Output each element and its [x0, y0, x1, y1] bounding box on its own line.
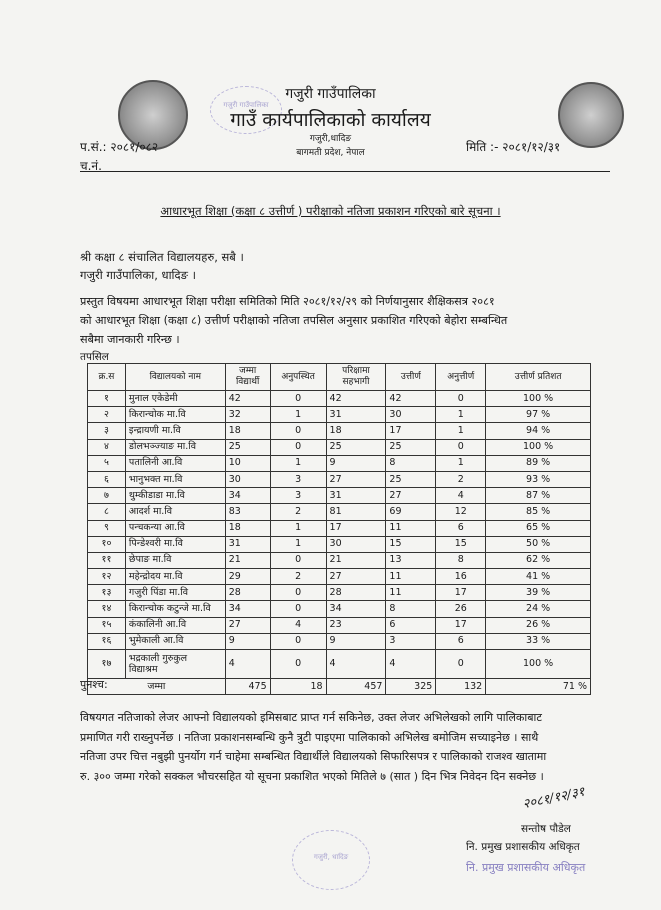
- signatory-name: सन्तोष पौडेल: [521, 823, 571, 835]
- cell-total: 27: [225, 617, 270, 633]
- table-row: [88, 536, 591, 552]
- cell-school: किरान्चोक कटुन्जे मा.वि: [125, 601, 225, 617]
- header-passed: उत्तीर्ण: [386, 364, 436, 391]
- cell-appeared: 81: [326, 504, 386, 520]
- cell-absent: 0: [270, 585, 326, 601]
- table-row: [88, 520, 591, 536]
- cell-school: आदर्श मा.वि: [125, 504, 225, 520]
- reference-number: प.सं.: २०८१/०८२: [80, 140, 159, 154]
- cell-appeared: 34: [326, 601, 386, 617]
- cell-sn: ४: [88, 439, 126, 455]
- cell-school: भुमेकाली आ.वि: [125, 633, 225, 649]
- table-header-row: [88, 364, 591, 391]
- cell-total: 42: [225, 391, 270, 407]
- cell-absent: 0: [270, 601, 326, 617]
- cell-appeared: 9: [326, 633, 386, 649]
- handwritten-signature: २०८१/१२/३१: [521, 784, 587, 813]
- cell-passed: 11: [386, 585, 436, 601]
- dispatch-number: च.नं.: [80, 159, 102, 173]
- cell-school: पन्चकन्या आ.वि: [125, 520, 225, 536]
- cell-passed: 11: [386, 569, 436, 585]
- cell-appeared: 21: [326, 552, 386, 568]
- table-row: [88, 585, 591, 601]
- cell-absent: 0: [270, 423, 326, 439]
- cell-passed: 17: [386, 423, 436, 439]
- cell-pct: 100 %: [486, 439, 591, 455]
- cell-sn: ९: [88, 520, 126, 536]
- cell-passed: 27: [386, 488, 436, 504]
- cell-pct: 41 %: [486, 569, 591, 585]
- cell-sn: ११: [88, 552, 126, 568]
- cell-school: इन्द्रायणी मा.वि: [125, 423, 225, 439]
- cell-total: 30: [225, 471, 270, 487]
- cell-absent: 3: [270, 488, 326, 504]
- cell-sn: ६: [88, 471, 126, 487]
- cell-sn: ७: [88, 488, 126, 504]
- totals-row: जम्मा 475 18 457 325 132 71 %: [88, 679, 591, 695]
- cell-appeared: 9: [326, 455, 386, 471]
- address-line-1: गजुरी,धादिङ: [309, 134, 352, 144]
- addressee-line-1: श्री कक्षा ८ संचालित विद्यालयहरु, सबै ।: [80, 250, 244, 264]
- cell-pct: 93 %: [486, 471, 591, 487]
- cell-total: 34: [225, 488, 270, 504]
- cell-total: 10: [225, 455, 270, 471]
- table-row: [88, 455, 591, 471]
- cell-passed: 11: [386, 520, 436, 536]
- body-line-3: सबैमा जानकारी गरिन्छ ।: [80, 333, 180, 346]
- table-row: [88, 569, 591, 585]
- cell-failed: 0: [436, 391, 486, 407]
- cell-school: पतालिनी आ.वि: [125, 455, 225, 471]
- header-total: जम्मा विद्यार्थी: [225, 364, 270, 391]
- cell-school: पिन्डेश्वरी मा.वि: [125, 536, 225, 552]
- table-row: [88, 423, 591, 439]
- cell-sn: १५: [88, 617, 126, 633]
- cell-passed: 8: [386, 455, 436, 471]
- cell-total: 32: [225, 407, 270, 423]
- cell-pct: 65 %: [486, 520, 591, 536]
- office-stamp-icon: गजुरी गाउँपालिका: [210, 86, 282, 134]
- header-failed: अनुत्तीर्ण: [436, 364, 486, 391]
- table-row: [88, 391, 591, 407]
- cell-absent: 0: [270, 552, 326, 568]
- cell-appeared: 27: [326, 569, 386, 585]
- cell-sn: ५: [88, 455, 126, 471]
- cell-sn: १०: [88, 536, 126, 552]
- table-row: [88, 633, 591, 649]
- cell-appeared: 31: [326, 407, 386, 423]
- body-line-1: प्रस्तुत विषयमा आधारभूत शिक्षा परीक्षा समितिको मिति २०८१/१२/२९ को निर्णयानुसार शैक्षिकसत्र २०८१: [80, 295, 495, 308]
- cell-pct: 26 %: [486, 617, 591, 633]
- cell-sn: १३: [88, 585, 126, 601]
- cell-passed: 3: [386, 633, 436, 649]
- cell-school: भानुभक्त मा.वि: [125, 471, 225, 487]
- cell-sn: १६: [88, 633, 126, 649]
- table-row: [88, 471, 591, 487]
- cell-passed: 42: [386, 391, 436, 407]
- cell-failed: 8: [436, 552, 486, 568]
- cell-failed: 2: [436, 471, 486, 487]
- cell-absent: 1: [270, 455, 326, 471]
- cell-pct: 62 %: [486, 552, 591, 568]
- cell-appeared: 25: [326, 439, 386, 455]
- cell-pct: 24 %: [486, 601, 591, 617]
- cell-sn: १२: [88, 569, 126, 585]
- cell-total: 18: [225, 520, 270, 536]
- cell-pct: 97 %: [486, 407, 591, 423]
- cell-total: 28: [225, 585, 270, 601]
- signatory-designation: नि. प्रमुख प्रशासकीय अधिकृत: [466, 841, 580, 853]
- cell-sn: ३: [88, 423, 126, 439]
- cell-pct: 85 %: [486, 504, 591, 520]
- cell-sn: २: [88, 407, 126, 423]
- header-absent: अनुपस्थित: [270, 364, 326, 391]
- cell-passed: 30: [386, 407, 436, 423]
- cell-sn: १४: [88, 601, 126, 617]
- cell-appeared: 23: [326, 617, 386, 633]
- cell-school: महेन्द्रोदय मा.वि: [125, 569, 225, 585]
- table-row: [88, 488, 591, 504]
- table-row: [88, 601, 591, 617]
- table-row: [88, 504, 591, 520]
- cell-failed: 6: [436, 633, 486, 649]
- cell-appeared: 30: [326, 536, 386, 552]
- address-line-2: बागमती प्रदेश, नेपाल: [296, 148, 365, 158]
- cell-failed: 1: [436, 455, 486, 471]
- office-name: गाउँ कार्यपालिकाको कार्यालय: [230, 109, 431, 131]
- cell-school: कंकालिनी आ.वि: [125, 617, 225, 633]
- cell-pct: 50 %: [486, 536, 591, 552]
- header-divider: [80, 171, 610, 172]
- header-pass-percent: उत्तीर्ण प्रतिशत: [486, 364, 591, 391]
- cell-absent: 0: [270, 391, 326, 407]
- cell-pct: 87 %: [486, 488, 591, 504]
- cell-pct: 94 %: [486, 423, 591, 439]
- cell-failed: 26: [436, 601, 486, 617]
- office-seal-icon: गजुरी, धादिङ: [292, 830, 370, 890]
- cell-failed: 17: [436, 617, 486, 633]
- cell-failed: 0: [436, 439, 486, 455]
- cell-passed: 25: [386, 471, 436, 487]
- cell-failed: 12: [436, 504, 486, 520]
- table-caption: तपसिल: [80, 351, 109, 363]
- footnote-label: पुनश्च:: [80, 678, 108, 691]
- cell-failed: 17: [436, 585, 486, 601]
- cell-total: 21: [225, 552, 270, 568]
- cell-absent: 4: [270, 617, 326, 633]
- table-row: [88, 407, 591, 423]
- cell-sn: १: [88, 391, 126, 407]
- cell-school: किरान्चोक मा.वि: [125, 407, 225, 423]
- cell-absent: 1: [270, 407, 326, 423]
- cell-pct: 89 %: [486, 455, 591, 471]
- cell-total: 25: [225, 439, 270, 455]
- cell-total: 29: [225, 569, 270, 585]
- cell-failed: 6: [436, 520, 486, 536]
- cell-appeared: 31: [326, 488, 386, 504]
- table-row: [88, 439, 591, 455]
- table-row: [88, 617, 591, 633]
- results-table: [87, 363, 591, 695]
- table-row: [88, 552, 591, 568]
- cell-failed: 16: [436, 569, 486, 585]
- cell-total: 31: [225, 536, 270, 552]
- cell-absent: 2: [270, 569, 326, 585]
- cell-appeared: 27: [326, 471, 386, 487]
- cell-passed: 69: [386, 504, 436, 520]
- header-sn: क्र.स: [88, 364, 126, 391]
- cell-absent: 1: [270, 536, 326, 552]
- cell-passed: 6: [386, 617, 436, 633]
- body-paragraph: [80, 292, 600, 349]
- cell-passed: 8: [386, 601, 436, 617]
- cell-absent: 2: [270, 504, 326, 520]
- cell-failed: 4: [436, 488, 486, 504]
- cell-passed: 13: [386, 552, 436, 568]
- addressee-line-2: गजुरी गाउँपालिका, धादिङ ।: [80, 268, 196, 282]
- cell-failed: 1: [436, 423, 486, 439]
- cell-school: थुम्कीडाडा मा.वि: [125, 488, 225, 504]
- issue-date: मिति :- २०८१/१२/३१: [466, 140, 561, 154]
- designation-stamp: नि. प्रमुख प्रशासकीय अधिकृत: [466, 861, 586, 874]
- footnote-paragraph: विषयगत नतिजाको लेजर आफ्नो विद्यालयको इमिसबाट प्राप्त गर्न सकिनेछ, उक्त लेजर अभिलेखको लागि पालिकाबाट प्रमाणित गरी राख्नुपर्नेछ । नतिजा प्रकाशनसम्बन्धि कुनै त्रुटी पाइएमा पालिकाको अभिलेख बमोजिम सच्याइनेछ । साथै नतिजा उपर चित्त नबुझी पुनर्योग गर्न चाहेमा सम्बन्धित विद्यार्थीले विद्यालयको सिफारिसपत्र र पालिकाको राजश्व खातामा रु. ३०० जम्मा गरेको सक्कल भौचरसहित यो सूचना प्रकाशित भएको मितिले ७ (सात ) दिन भित्र निवेदन दिन सक्नेछ ।: [80, 711, 547, 783]
- notice-subject: आधारभूत शिक्षा (कक्षा ८ उत्तीर्ण ) परीक्षाको नतिजा प्रकाशन गरिएको बारे सूचना ।: [160, 204, 501, 218]
- cell-passed: 15: [386, 536, 436, 552]
- cell-pct: 39 %: [486, 585, 591, 601]
- municipality-name: गजुरी गाउँपालिका: [285, 86, 376, 102]
- cell-school: डोलभञ्ज्याङ मा.वि: [125, 439, 225, 455]
- cell-appeared: 28: [326, 585, 386, 601]
- cell-total: 83: [225, 504, 270, 520]
- cell-total: 9: [225, 633, 270, 649]
- cell-sn: ८: [88, 504, 126, 520]
- cell-school: गजुरी पिंडा मा.वि: [125, 585, 225, 601]
- cell-failed: 15: [436, 536, 486, 552]
- cell-appeared: 18: [326, 423, 386, 439]
- header-school: विद्यालयको नाम: [125, 364, 225, 391]
- cell-absent: 3: [270, 471, 326, 487]
- cell-school: मुनाल एकेडेमी: [125, 391, 225, 407]
- cell-total: 18: [225, 423, 270, 439]
- cell-pct: 100 %: [486, 391, 591, 407]
- body-line-2: को आधारभूत शिक्षा (कक्षा ८) उत्तीर्ण परीक्षाको नतिजा तपसिल अनुसार प्रकाशित गरिएको बेहोरा सम्बन्धित: [80, 314, 508, 327]
- table-row: १७ भद्रकाली गुरुकुल विद्याश्रम 4 0 4 4 0 100 %: [88, 650, 591, 679]
- cell-absent: 1: [270, 520, 326, 536]
- cell-appeared: 42: [326, 391, 386, 407]
- cell-passed: 25: [386, 439, 436, 455]
- cell-pct: 33 %: [486, 633, 591, 649]
- cell-appeared: 17: [326, 520, 386, 536]
- cell-absent: 0: [270, 439, 326, 455]
- cell-total: 34: [225, 601, 270, 617]
- cell-absent: 0: [270, 633, 326, 649]
- header-appeared: परिक्षामा सहभागी: [326, 364, 386, 391]
- cell-school: छेपाङ मा.वि: [125, 552, 225, 568]
- cell-failed: 1: [436, 407, 486, 423]
